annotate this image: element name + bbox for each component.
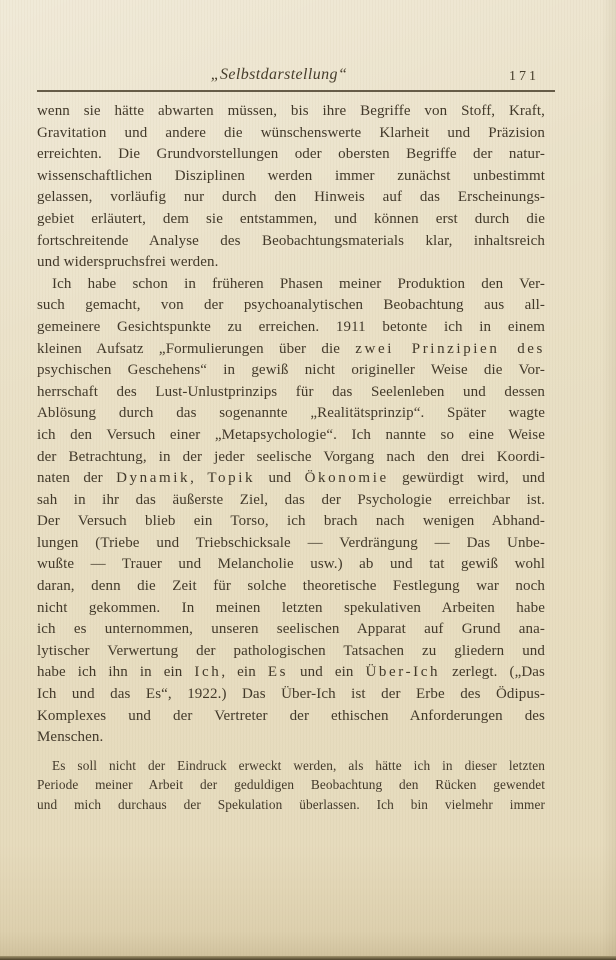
text-segment: ich den Versuch einer „Metapsychologie“. Ich nannte so eine Weise bbox=[37, 426, 545, 443]
text-segment: Ablösung durch das sogenannte „Realitätsprinzip“. Später wagte bbox=[37, 405, 545, 422]
text-line bbox=[37, 447, 545, 469]
text-segment: wußte — Trauer und Melancholie usw.) ab und tat gewiß wohl bbox=[37, 556, 545, 573]
text-segment: Menschen. bbox=[37, 729, 104, 746]
text-line bbox=[37, 252, 545, 274]
text-segment: Komplexes und der Vertreter der ethischen Anforderungen des bbox=[37, 707, 545, 724]
text-line bbox=[37, 403, 545, 425]
text-segment: gelassen, vorläufig nur durch den Hinweis auf das Erscheinungs- bbox=[37, 189, 545, 206]
text-segment: gebiet erläutert, dem sie entstammen, und können erst durch die bbox=[37, 210, 545, 227]
text-segment: und ein bbox=[288, 664, 366, 681]
text-line bbox=[37, 274, 545, 296]
text-segment: habe ich ihn in ein bbox=[37, 664, 195, 681]
text-line bbox=[37, 231, 545, 253]
text-segment: Ich habe schon in früheren Phasen meiner Produktion den Ver- bbox=[52, 275, 545, 292]
page-header bbox=[37, 66, 551, 90]
paragraph-2 bbox=[37, 274, 545, 749]
text-segment: Der Versuch blieb ein Torso, ich brach nach wenigen Abhand- bbox=[37, 513, 545, 530]
emphasized-spaced-text: Es bbox=[267, 664, 289, 681]
text-segment: kleinen Aufsatz „Formulierungen über die bbox=[37, 340, 356, 357]
text-segment: , ein bbox=[221, 664, 268, 681]
text-segment: psychischen Geschehens“ in gewiß nicht origineller Weise die Vor- bbox=[37, 362, 545, 379]
text-segment: sah in ihr das äußerste Ziel, das der Psychologie erreichbar ist. bbox=[37, 491, 545, 508]
text-segment: lytischer Verwertung der pathologischen Tatsachen zu gliedern und bbox=[37, 642, 545, 659]
text-line bbox=[37, 619, 545, 641]
text-line bbox=[37, 360, 545, 382]
text-line bbox=[37, 339, 545, 361]
text-line bbox=[37, 775, 545, 794]
text-line bbox=[37, 166, 545, 188]
text-line bbox=[37, 795, 545, 814]
text-segment: zerlegt. („Das bbox=[440, 664, 545, 681]
text-line bbox=[37, 123, 545, 145]
text-line bbox=[37, 425, 545, 447]
text-segment: Ich und das Es“, 1922.) Das Über-Ich ist der Erbe des Ödipus- bbox=[37, 686, 545, 703]
text-segment: daran, denn die Zeit für solche theoretische Festlegung war noch bbox=[37, 578, 545, 595]
text-line bbox=[37, 317, 545, 339]
header-rule bbox=[37, 90, 555, 92]
text-segment: erreichten. Die Grundvorstellungen oder obersten Begriffe der natur- bbox=[37, 146, 545, 163]
text-segment: gemeinere Gesichtspunkte zu erreichen. 1911 betonte ich in einem bbox=[37, 318, 545, 335]
text-segment: und mich durchaus der Spekulation überlassen. Ich bin vielmehr immer bbox=[37, 796, 545, 812]
paragraph-1 bbox=[37, 101, 545, 274]
text-line bbox=[37, 706, 545, 728]
text-segment: Periode meiner Arbeit der geduldigen Beobachtung den Rücken gewendet bbox=[37, 777, 545, 793]
text-line bbox=[37, 554, 545, 576]
emphasized-spaced-text: Ich bbox=[194, 664, 222, 681]
page-right-shade bbox=[602, 0, 616, 960]
text-segment: Gravitation und andere die wünschenswerte Klarheit und Präzision bbox=[37, 124, 545, 141]
emphasized-spaced-text: Ökonomie bbox=[304, 470, 389, 487]
text-line bbox=[37, 144, 545, 166]
text-segment: wissenschaftlichen Disziplinen werden immer zunächst unbestimmt bbox=[37, 167, 545, 184]
text-segment: , bbox=[190, 470, 208, 487]
paragraph-3 bbox=[37, 756, 545, 814]
text-line bbox=[37, 533, 545, 555]
text-segment: naten der bbox=[37, 470, 117, 487]
text-line bbox=[37, 684, 545, 706]
page-bottom-edge bbox=[0, 956, 616, 960]
text-segment: wenn sie hätte abwarten müssen, bis ihre Begriffe von Stoff, Kraft, bbox=[37, 103, 545, 119]
text-segment: ich es unternommen, unseren seelischen Apparat auf Grund ana- bbox=[37, 621, 545, 638]
emphasized-spaced-text: zwei Prinzipien des bbox=[355, 340, 545, 357]
text-line bbox=[37, 382, 545, 404]
running-title: „Selbstdarstellung“ bbox=[210, 66, 348, 83]
text-segment: herrschaft des Lust-Unlustprinzips für das Seelenleben und dessen bbox=[37, 383, 545, 400]
text-line bbox=[37, 576, 545, 598]
text-line bbox=[37, 295, 545, 317]
text-segment: lungen (Triebe und Triebschicksale — Verdrängung — Das Unbe- bbox=[37, 534, 545, 551]
text-segment: nicht gekommen. In meinen letzten spekulativen Arbeiten habe bbox=[37, 599, 545, 616]
text-line bbox=[37, 511, 545, 533]
text-line bbox=[37, 468, 545, 490]
text-line bbox=[37, 641, 545, 663]
text-segment: der Betrachtung, in der jeder seelische Vorgang nach den drei Koordi- bbox=[37, 448, 545, 465]
text-line bbox=[37, 209, 545, 231]
text-line bbox=[37, 187, 545, 209]
text-block bbox=[37, 101, 545, 814]
text-line bbox=[37, 490, 545, 512]
text-line bbox=[37, 598, 545, 620]
text-segment: und bbox=[255, 470, 305, 487]
text-line bbox=[37, 756, 545, 775]
text-segment: und widerspruchsfrei werden. bbox=[37, 254, 219, 271]
text-line bbox=[37, 727, 545, 749]
text-segment: fortschreitende Analyse des Beobachtungsmaterials klar, inhaltsreich bbox=[37, 232, 545, 249]
text-segment: Es soll nicht der Eindruck erweckt werden, als hätte ich in dieser letzten bbox=[52, 757, 545, 773]
emphasized-spaced-text: Topik bbox=[207, 470, 256, 487]
text-line bbox=[37, 101, 545, 123]
text-segment: gewürdigt wird, und bbox=[388, 470, 545, 487]
emphasized-spaced-text: Dynamik bbox=[116, 470, 191, 487]
text-line bbox=[37, 662, 545, 684]
page-number: 171 bbox=[509, 69, 539, 84]
text-segment: such gemacht, von der psychoanalytischen Beobachtung aus all- bbox=[37, 297, 545, 314]
emphasized-spaced-text: Über-Ich bbox=[365, 664, 441, 681]
